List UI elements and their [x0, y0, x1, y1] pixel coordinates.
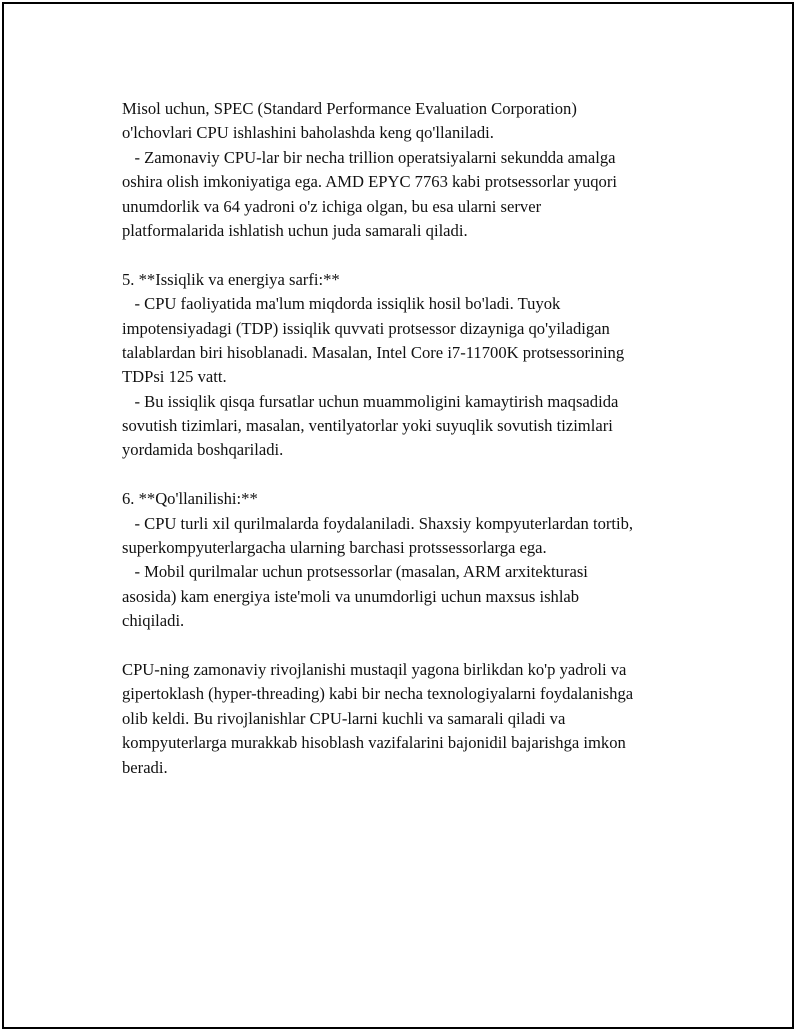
text-line: o'lchovlari CPU ishlashini baholashda keng qo'llaniladi. — [122, 123, 494, 143]
text-line: Misol uchun, SPEC (Standard Performance Evaluation Corporation) — [122, 99, 577, 118]
blank-line — [122, 634, 722, 658]
text-line: - CPU faoliyatida ma'lum miqdorda issiqlik hosil bo'ladi. Tuyok — [122, 294, 561, 314]
text-line: - CPU turli xil qurilmalarda foydalaniladi. Shaxsiy kompyuterlardan tortib, — [122, 513, 634, 533]
text-line: asosida) kam energiya iste'moli va unumdorligi uchun maxsus ishlab — [122, 586, 580, 606]
text-line: platformalarida ishlatish uchun juda samarali qiladi. — [122, 220, 468, 240]
text-line: impotensiyadagi (TDP) issiqlik quvvati protsessor dizayniga qo'yiladigan — [122, 318, 610, 338]
text-line: olib keldi. Bu rivojlanishlar CPU-larni kuchli va samarali qiladi va — [122, 708, 566, 728]
text-line: kompyuterlarga murakkab hisoblash vazifalarini bajonidil bajarishga imkon — [122, 733, 626, 753]
blank-line — [122, 243, 722, 267]
page-frame — [2, 2, 794, 1029]
text-line: TDPsi 125 vatt. — [122, 367, 227, 387]
text-line: chiqiladi. — [122, 611, 185, 631]
text-line: beradi. — [122, 757, 168, 777]
text-line: unumdorlik va 64 yadroni o'z ichiga olgan, bu esa ularni server — [122, 196, 542, 216]
text-line: gipertoklash (hyper-threading) kabi bir necha texnologiyalarni foydalanishga — [122, 684, 634, 704]
blank-line — [122, 463, 722, 487]
text-line: - Zamonaviy CPU-lar bir necha trillion operatsiyalarni sekundda amalga — [122, 147, 616, 167]
section-heading: 5. **Issiqlik va energiya sarfi:** — [122, 269, 340, 289]
text-line: talablardan biri hisoblanadi. Masalan, Intel Core i7-11700K protsessorining — [122, 342, 625, 362]
text-line: oshira olish imkoniyatiga ega. AMD EPYC 7763 kabi protsessorlar yuqori — [122, 172, 617, 192]
section-heading: 6. **Qo'llanilishi:** — [122, 489, 258, 509]
text-line: sovutish tizimlari, masalan, ventilyatorlar yoki suyuqlik sovutish tizimlari — [122, 416, 613, 436]
text-line: - Mobil qurilmalar uchun protsessorlar (masalan, ARM arxitekturasi — [122, 562, 588, 582]
document-text — [122, 97, 722, 780]
text-line: superkompyuterlargacha ularning barchasi protssessorlarga ega. — [122, 538, 547, 558]
text-line: yordamida boshqariladi. — [122, 440, 284, 460]
text-line: - Bu issiqlik qisqa fursatlar uchun muammoligini kamaytirish maqsadida — [122, 391, 619, 411]
text-line: CPU-ning zamonaviy rivojlanishi mustaqil yagona birlikdan ko'p yadroli va — [122, 659, 627, 679]
